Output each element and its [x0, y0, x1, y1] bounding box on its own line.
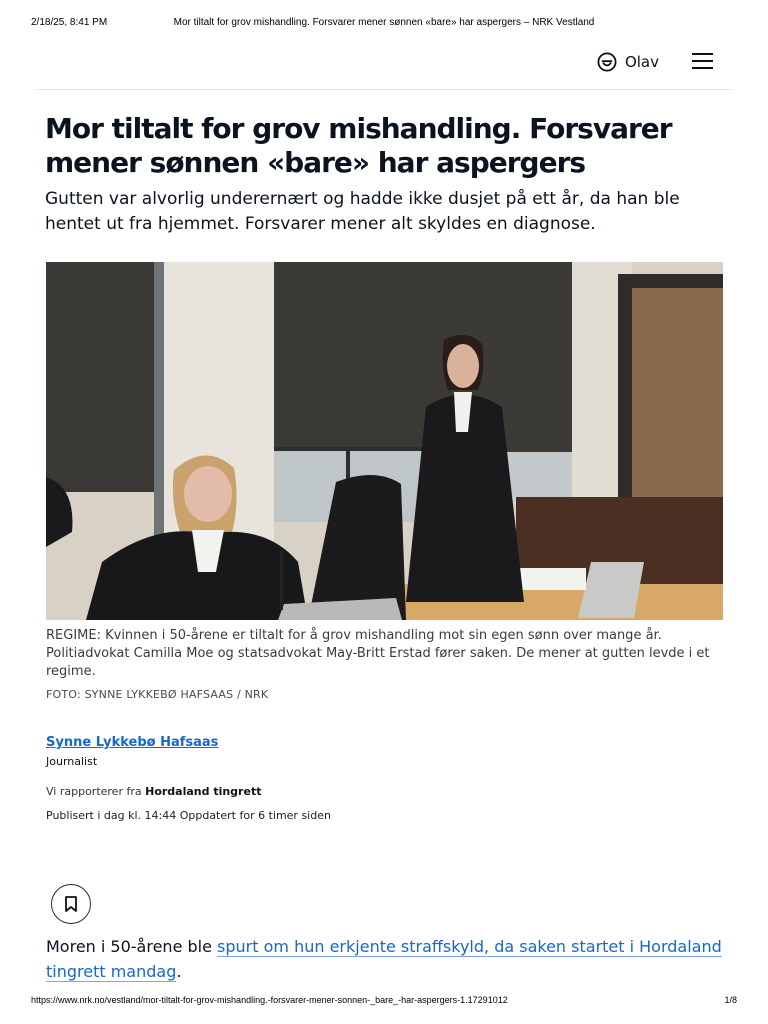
bookmark-icon: [64, 896, 78, 912]
article-body-paragraph: [46, 934, 736, 984]
photo-caption: REGIME: Kvinnen i 50-årene er tiltalt for å grov mishandling mot sin egen sønn over mange år. Politiadvokat Camilla Moe og statsadvokat May-Britt Erstad fører saken. De mener at gutten levde i et regime.: [46, 628, 710, 679]
site-topbar: [37, 44, 731, 90]
author-link[interactable]: Synne Lykkebø Hafsaas: [46, 735, 219, 750]
body-text-end: .: [176, 962, 182, 981]
reporting-prefix: Vi rapporterer fra: [46, 785, 142, 798]
print-url: https://www.nrk.no/vestland/mor-tiltalt-for-grov-mishandling.-forsvarer-mener-sonnen-_bare_-har-aspergers-1.17291012: [31, 995, 508, 1005]
photo-credit: FOTO: SYNNE LYKKEBØ HAFSAAS / NRK: [46, 688, 269, 701]
hamburger-menu-button[interactable]: [692, 52, 713, 70]
author-role: Journalist: [46, 755, 98, 768]
bookmark-button[interactable]: [51, 884, 91, 924]
print-page-number: 1/8: [724, 995, 737, 1005]
published-timestamp: Publisert i dag kl. 14:44 Oppdatert for 6 timer siden: [46, 809, 331, 822]
body-inline-link[interactable]: spurt om hun erkjente straffskyld, da saken startet i Hordaland tingrett mandag: [46, 937, 722, 981]
reporting-location: [46, 785, 261, 798]
print-datetime: 2/18/25, 8:41 PM: [31, 17, 108, 28]
print-header: [31, 17, 737, 31]
article-lead: Gutten var alvorlig underernært og hadde ikke dusjet på ett år, da han ble hentet ut fra hjemmet. Forsvarer mener alt skyldes en diagnose.: [45, 189, 680, 234]
reporting-place: Hordaland tingrett: [145, 785, 262, 798]
print-footer: [31, 995, 737, 1009]
article-headline: Mor tiltalt for grov mishandling. Forsvarer mener sønnen «bare» har aspergers: [45, 112, 672, 179]
body-text-start: Moren i 50-årene ble: [46, 937, 212, 956]
user-name: Olav: [624, 53, 659, 71]
hamburger-menu-icon: [692, 52, 713, 70]
print-document-title: Mor tiltalt for grov mishandling. Forsvarer mener sønnen «bare» har aspergers – NRK Vestland: [173, 17, 595, 28]
article-photo: [46, 262, 723, 620]
user-menu-button[interactable]: [597, 51, 659, 73]
smiley-face-icon: [597, 52, 617, 72]
